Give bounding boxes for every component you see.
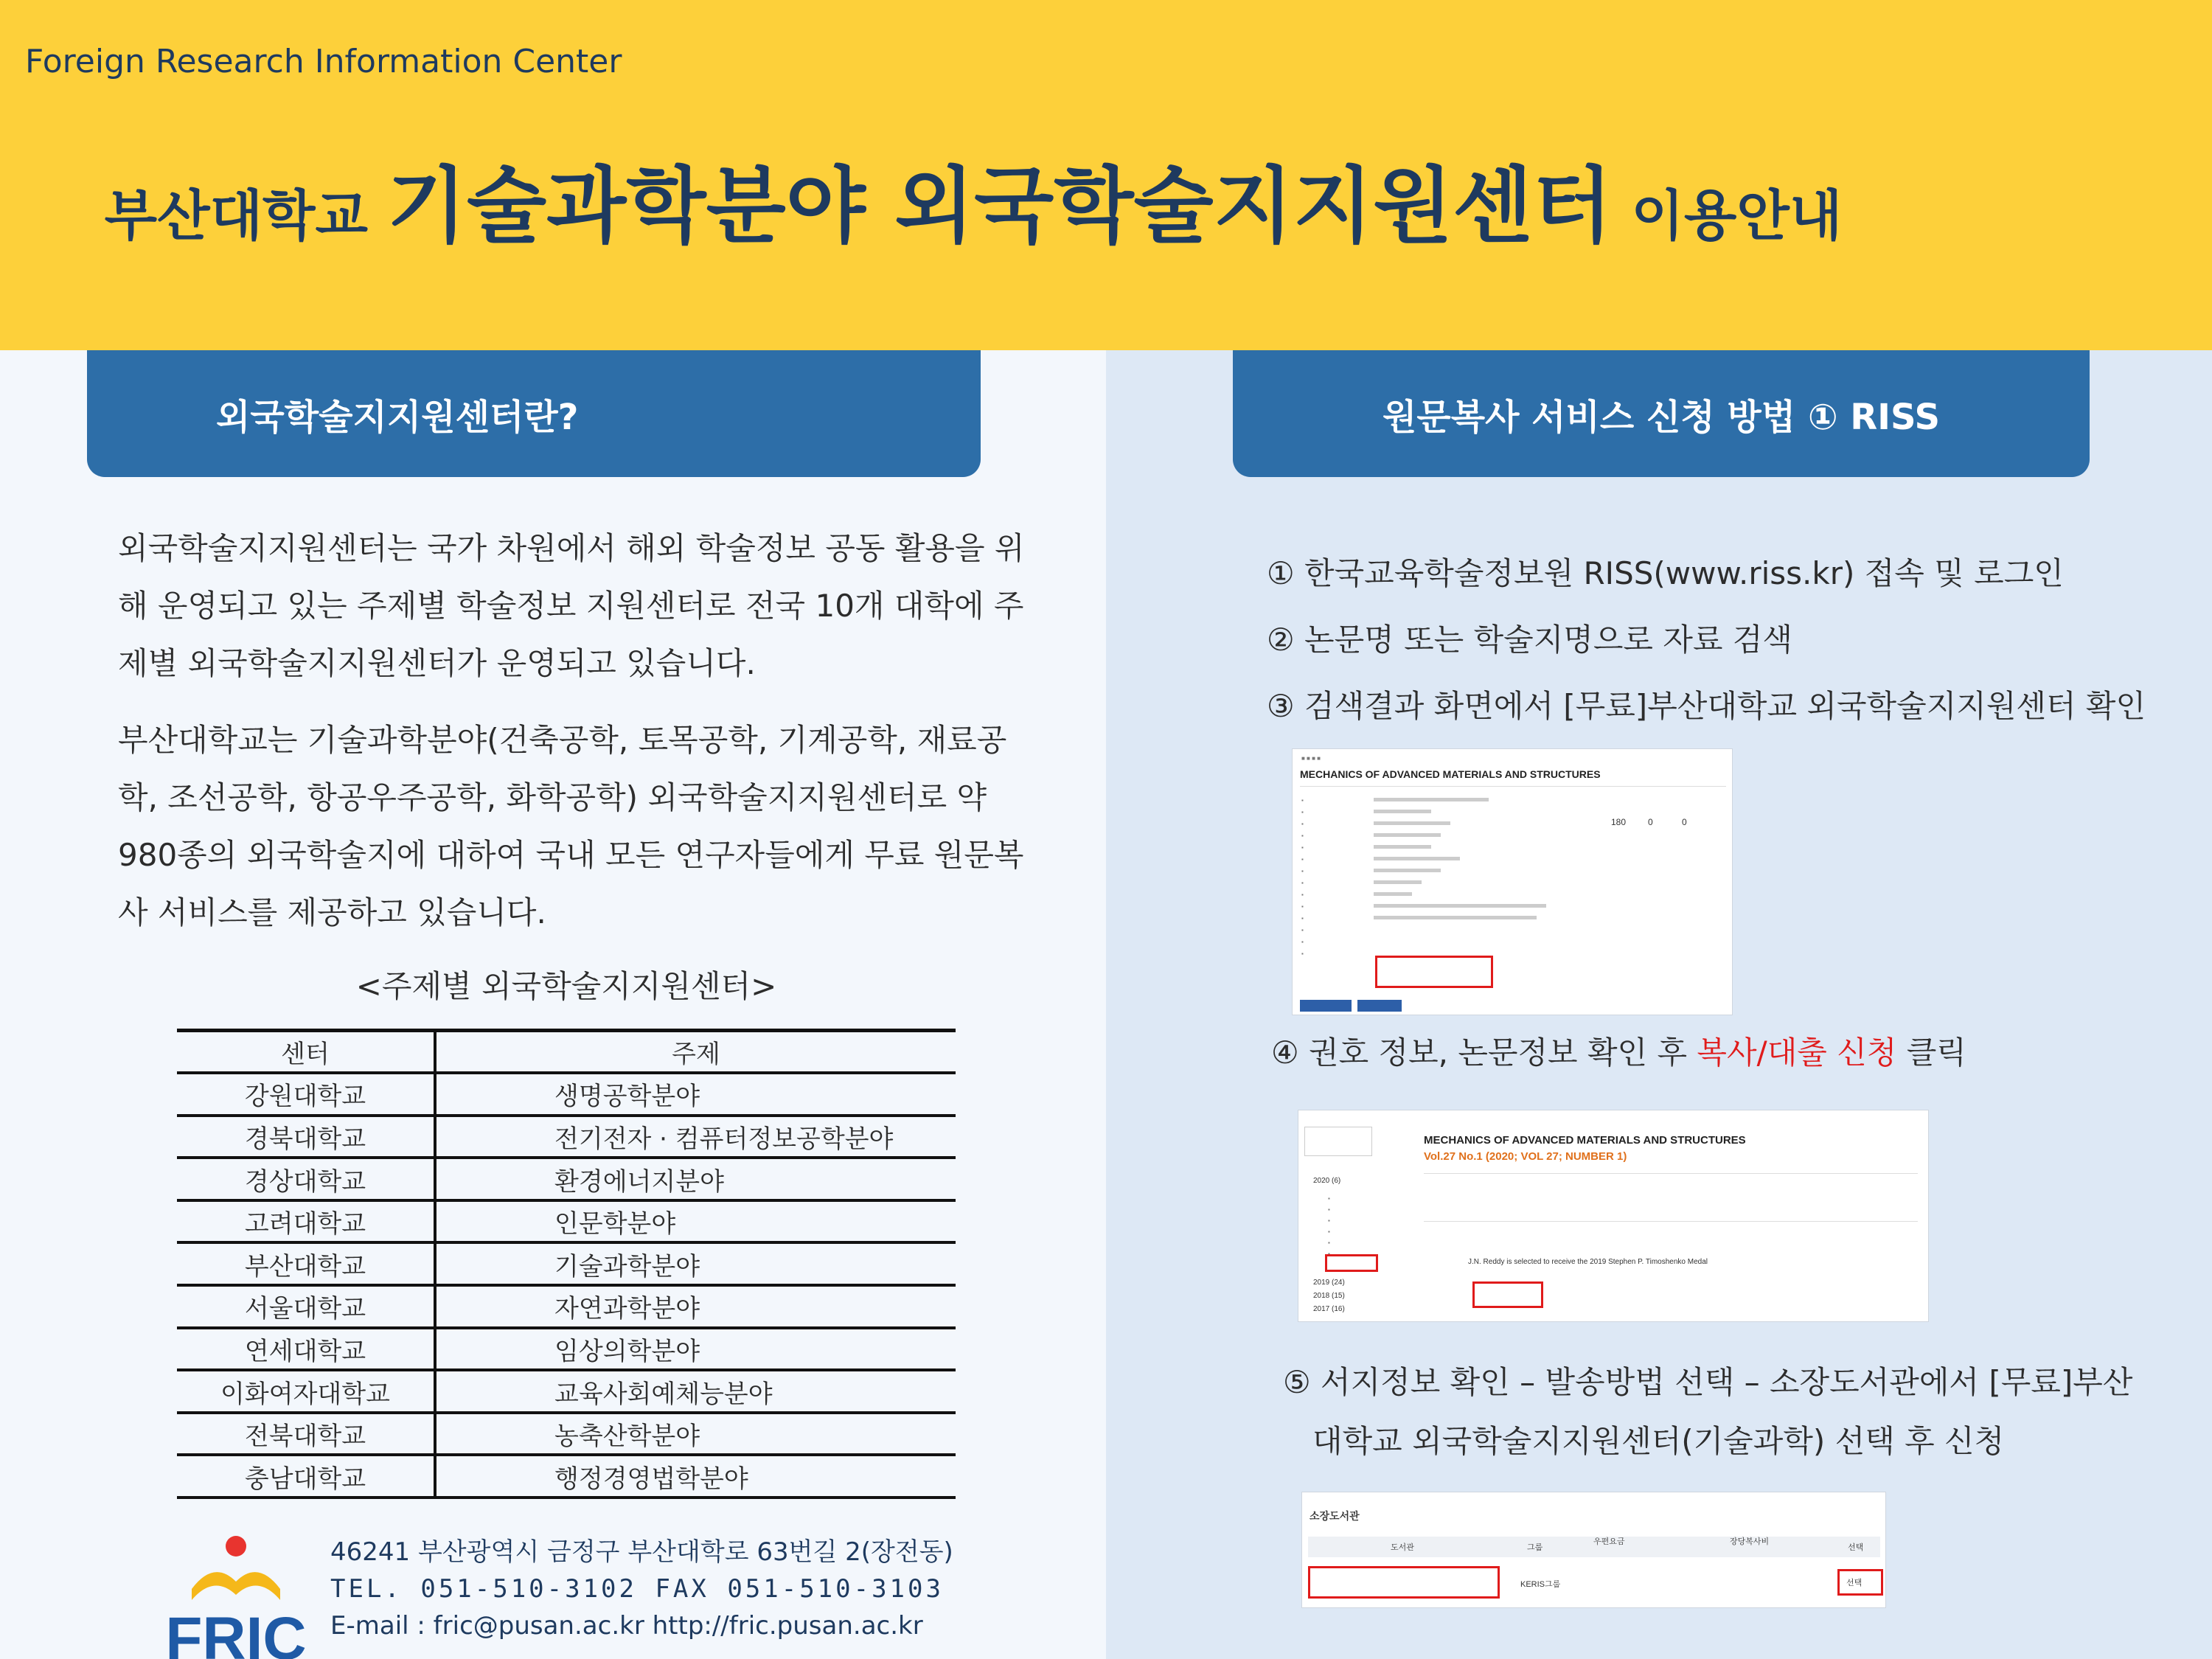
shot1-action-button-1[interactable] [1300, 1000, 1352, 1012]
table-cell-center: 이화여자대학교 [177, 1370, 435, 1413]
step-4-highlight: 복사/대출 신청 [1697, 1034, 1897, 1071]
section-tab-about: 외국학술지지원센터란? [87, 350, 981, 477]
shot2-journal-title: MECHANICS OF ADVANCED MATERIALS AND STRUCTURES [1424, 1134, 1746, 1147]
step-3-text: ③ 검색결과 화면에서 [무료]부산대학교 외국학술지지원센터 확인 [1267, 688, 2146, 724]
about-paragraph-2: 부산대학교는 기술과학분야(건축공학, 토목공학, 기계공학, 재료공학, 조선공학, 항공우주공학, 화학공학) 외국학술지지원센터로 약 980종의 외국학술지에 대하여 국내 모든 연구자들에게 무료 원문복사 서비스를 제공하고 있습니다. [118, 722, 1024, 931]
shot1-divider [1300, 786, 1726, 787]
shot3-col-copy-fee: 장당복사비 [1730, 1537, 1770, 1546]
header-banner [0, 0, 2212, 350]
table-row [177, 1413, 956, 1455]
centers-table [177, 1029, 956, 1499]
step-2-text: ② 논문명 또는 학술지명으로 자료 검색 [1267, 622, 1792, 658]
shot2-year-2019: 2019 (24) [1313, 1279, 1345, 1287]
table-row [177, 1455, 956, 1498]
table-cell-subject: 전기전자 · 컴퓨터정보공학분야 [435, 1116, 956, 1158]
fric-logo [162, 1530, 310, 1659]
table-header-row [177, 1031, 956, 1074]
table-row [177, 1073, 956, 1116]
shot2-volume-info: Vol.27 No.1 (2020; VOL 27; NUMBER 1) [1424, 1150, 1627, 1163]
right-column [1106, 350, 2212, 1659]
shot1-stat-3: 0 [1682, 817, 1687, 827]
shot1-stat-views: 180 [1611, 817, 1627, 827]
table-header-center: 센터 [177, 1031, 435, 1074]
table-row [177, 1370, 956, 1413]
page-title [0, 140, 1947, 259]
table-cell-center: 경상대학교 [177, 1158, 435, 1200]
table-cell-subject: 기술과학분야 [435, 1242, 956, 1285]
title-university: 부산대학교 [104, 184, 387, 248]
step-5-line-2: 대학교 외국학술지지원센터(기술과학) 선택 후 신청 [1312, 1423, 2005, 1459]
shot2-divider-2 [1424, 1221, 1918, 1222]
shot1-breadcrumb: ■ ■ ■ ■ [1301, 755, 1321, 762]
table-title: <주제별 외국학술지지원센터> [355, 968, 777, 1004]
shot1-stat-2: 0 [1648, 817, 1653, 827]
step-4-text [1271, 1029, 1966, 1073]
table-cell-subject: 인문학분야 [435, 1200, 956, 1243]
title-center: 기술과학분야 외국학술지지원센터 [386, 159, 1613, 254]
shot2-request-button-highlight[interactable] [1472, 1281, 1543, 1308]
left-column [0, 350, 1106, 1659]
table-row [177, 1116, 956, 1158]
shot2-year-2017: 2017 (16) [1313, 1305, 1345, 1313]
shot3-heading: 소장도서관 [1310, 1510, 1360, 1522]
table-row [177, 1158, 956, 1200]
tel-fax-text: TEL. 051-510-3102 FAX 051-510-3103 [330, 1574, 944, 1604]
shot3-select-label[interactable]: 선택 [1846, 1579, 1863, 1587]
shot1-metadata-values [1374, 798, 1565, 928]
shot3-library-highlight [1308, 1566, 1500, 1599]
table-cell-center: 전북대학교 [177, 1413, 435, 1455]
table-cell-subject: 농축산학분야 [435, 1413, 956, 1455]
shot2-volume-list: ▪ ▪ ▪ ▪ ▪ ▪ [1328, 1195, 1330, 1257]
shot2-divider [1424, 1173, 1918, 1174]
riss-library-screenshot [1301, 1492, 1886, 1608]
table-row [177, 1242, 956, 1285]
shot3-col-select: 선택 [1848, 1543, 1864, 1552]
table-cell-center: 경북대학교 [177, 1116, 435, 1158]
title-guide: 이용안내 [1612, 184, 1843, 248]
shot2-year-2020: 2020 (6) [1313, 1177, 1341, 1185]
table-cell-center: 고려대학교 [177, 1200, 435, 1243]
shot3-col-group: 그룹 [1527, 1543, 1543, 1552]
table-row [177, 1328, 956, 1371]
shot1-journal-title: MECHANICS OF ADVANCED MATERIALS AND STRUCTURES [1300, 768, 1601, 780]
step-5-text [1283, 1353, 2132, 1471]
table-row [177, 1200, 956, 1243]
table-header-subject: 주제 [435, 1031, 956, 1074]
table-cell-center: 부산대학교 [177, 1242, 435, 1285]
step-4-before: ④ 권호 정보, 논문정보 확인 후 [1271, 1034, 1697, 1071]
table-cell-subject: 환경에너지분야 [435, 1158, 956, 1200]
table-cell-subject: 임상의학분야 [435, 1328, 956, 1371]
section-tab-riss: 원문복사 서비스 신청 방법 ① RISS [1233, 350, 2090, 477]
shot2-volume-highlight [1325, 1254, 1378, 1272]
shot3-col-library: 도서관 [1391, 1543, 1414, 1552]
shot1-highlight-box [1375, 956, 1493, 988]
table-cell-center: 연세대학교 [177, 1328, 435, 1371]
step-4-after: 클릭 [1896, 1034, 1966, 1071]
table-cell-subject: 자연과학분야 [435, 1285, 956, 1328]
about-paragraph-1: 외국학술지지원센터는 국가 차원에서 해외 학술정보 공동 활용을 위해 운영되고 있는 주제별 학술정보 지원센터로 전국 10개 대학에 주제별 외국학술지지원센터가 운영되고 있습니다. [118, 530, 1025, 681]
shot2-article-title: J.N. Reddy is selected to receive the 2019 Stephen P. Timoshenko Medal [1468, 1258, 1708, 1266]
table-cell-center: 강원대학교 [177, 1073, 435, 1116]
table-cell-center: 충남대학교 [177, 1455, 435, 1498]
step-5-line-1: ⑤ 서지정보 확인 – 발송방법 선택 – 소장도서관에서 [무료]부산 [1283, 1364, 2133, 1400]
center-english-name: Foreign Research Information Center [25, 43, 622, 80]
logo-text: FRIC [165, 1605, 307, 1659]
email-web-text[interactable]: E-mail : fric@pusan.ac.kr http://fric.pusan.ac.kr [330, 1611, 923, 1641]
table-cell-center: 서울대학교 [177, 1285, 435, 1328]
shot3-col-postage: 우편요금 [1593, 1537, 1625, 1546]
table-cell-subject: 교육사회예체능분야 [435, 1370, 956, 1413]
table-row [177, 1285, 956, 1328]
contact-block [330, 1534, 994, 1644]
step-1-text: ① 한국교육학술정보원 RISS(www.riss.kr) 접속 및 로그인 [1267, 555, 2064, 591]
table-cell-subject: 행정경영법학분야 [435, 1455, 956, 1498]
riss-journal-screenshot [1292, 748, 1733, 1015]
shot2-year-2018: 2018 (15) [1313, 1292, 1345, 1300]
shot1-action-button-2[interactable] [1357, 1000, 1402, 1012]
address-text: 46241 부산광역시 금정구 부산대학로 63번길 2(장전동) [330, 1537, 953, 1567]
shot3-row-group: KERIS그룹 [1520, 1580, 1561, 1589]
riss-volume-screenshot [1298, 1110, 1929, 1322]
shot2-search-box [1304, 1127, 1372, 1156]
table-cell-subject: 생명공학분야 [435, 1073, 956, 1116]
shot1-metadata-labels: ▪ ▪ ▪ ▪ ▪ ▪ ▪ ▪ ▪ ▪ ▪ ▪ ▪ ▪ [1301, 797, 1304, 957]
